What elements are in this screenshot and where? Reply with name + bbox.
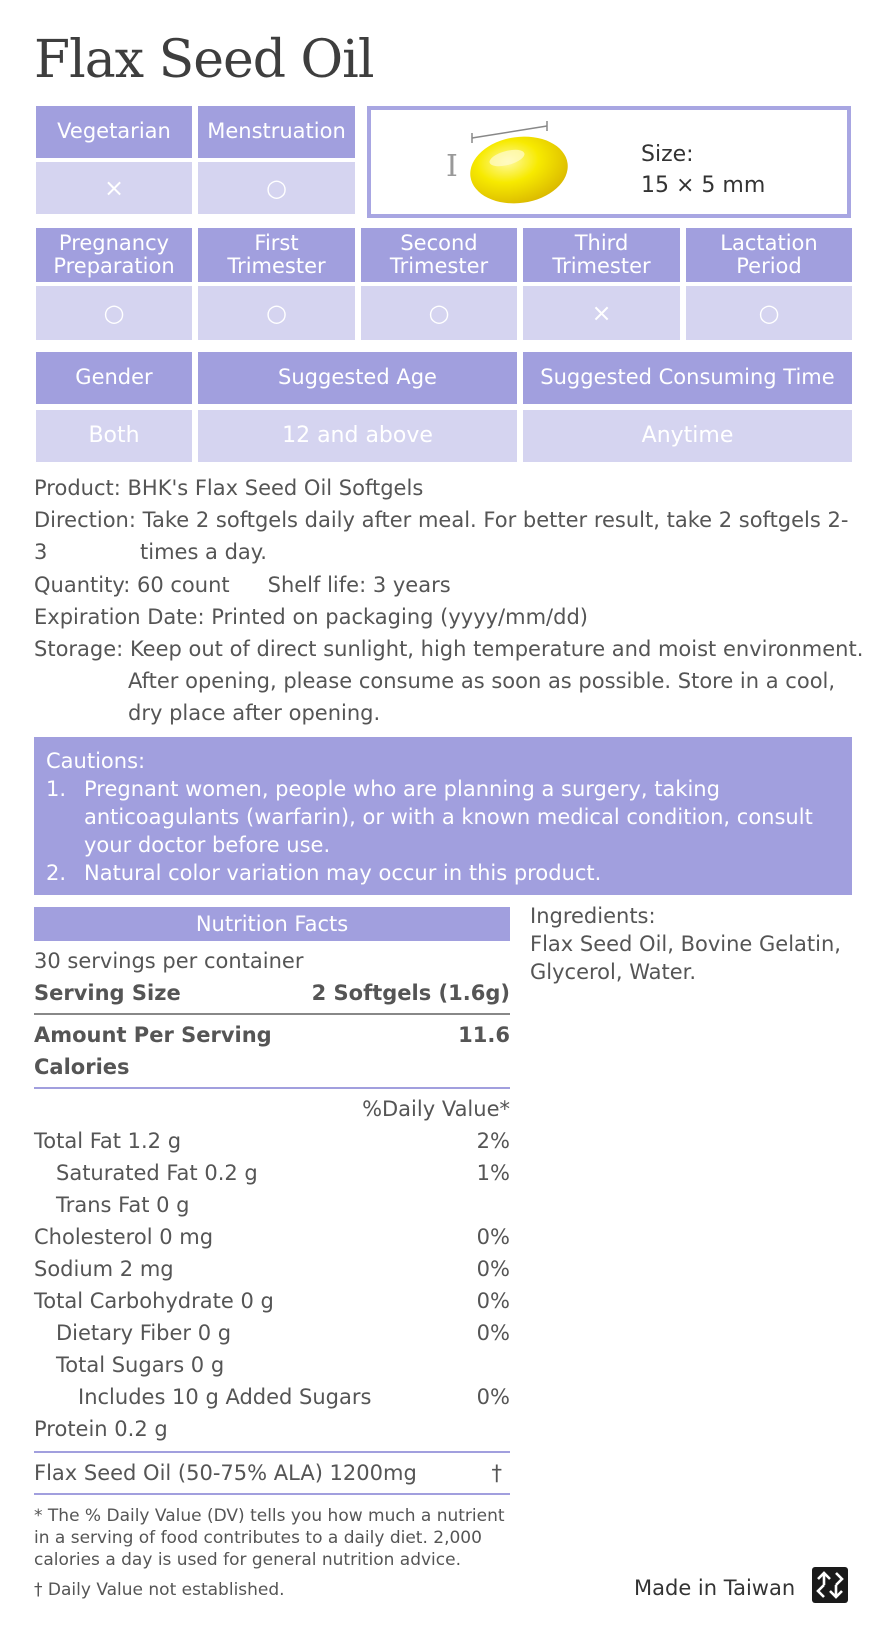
flax-seed-oil-row [34, 1453, 510, 1493]
header-first-trimester: First Trimester [198, 228, 355, 282]
value-third-trimester: × [523, 286, 680, 340]
product-label: Product: [34, 476, 121, 500]
amount-per-serving-label: Amount Per Serving [34, 1023, 272, 1047]
daily-value-header: %Daily Value* [362, 1097, 510, 1121]
amount-per-serving-row [34, 1019, 510, 1051]
quantity: Quantity: 60 count [34, 573, 230, 597]
nutrition-facts-header: Nutrition Facts [34, 907, 510, 941]
nutrient-row: Saturated Fat 0.2 g 1% [56, 1161, 510, 1185]
value-second-trimester: ○ [361, 286, 517, 340]
header-gender: Gender [36, 352, 192, 404]
shelf-life: Shelf life: 3 years [267, 573, 451, 597]
cautions-title: Cautions: [46, 749, 146, 773]
divider [34, 1493, 510, 1495]
header-menstruation: Menstruation [198, 106, 355, 158]
serving-size-row [34, 977, 510, 1013]
nutrient-row: Trans Fat 0 g [56, 1193, 190, 1217]
dv-footnote: * The % Daily Value (DV) tells you how much a nutrient in a serving of food contributes to a daily diet. 2,000 calories a day is used for general nutrition advice. [34, 1506, 505, 1570]
page-title: Flax Seed Oil [34, 30, 374, 90]
caution-number: 1. [46, 777, 67, 801]
divider [34, 1087, 510, 1089]
product-line [34, 472, 423, 504]
quantity-line [34, 569, 451, 601]
direction-line-2: times a day. [140, 540, 267, 564]
header-third-trimester: Third Trimester [523, 228, 680, 282]
softgel-image [431, 110, 631, 214]
flax-seed-oil-dv: † [491, 1461, 502, 1485]
ingredients-label: Ingredients: [530, 904, 656, 928]
value-menstruation: ○ [198, 162, 355, 214]
nutrient-row: Total Sugars 0 g [56, 1353, 225, 1377]
nutrient-row: Sodium 2 mg 0% [34, 1257, 510, 1281]
value-vegetarian: × [36, 162, 192, 214]
softgel-size-box [367, 106, 851, 218]
cautions-box [34, 737, 852, 895]
header-suggested-age: Suggested Age [198, 352, 517, 404]
nutrient-row: Total Fat 1.2 g 2% [34, 1129, 510, 1153]
dagger-footnote: † Daily Value not established. [34, 1580, 285, 1600]
ingredients-text: Flax Seed Oil, Bovine Gelatin, Glycerol, Water. [530, 932, 841, 984]
calories-label: Calories [34, 1055, 130, 1079]
expiration-line: Expiration Date: Printed on packaging (yyyy/mm/dd) [34, 605, 588, 629]
header-vegetarian: Vegetarian [36, 106, 192, 158]
size-label: Size: [641, 142, 694, 167]
header-pregnancy-preparation: Pregnancy Preparation [36, 228, 192, 282]
caution-text: Natural color variation may occur in this product. [84, 861, 602, 885]
storage-line [34, 633, 864, 665]
servings-per-container: 30 servings per container [34, 949, 304, 973]
dv-header-row [34, 1093, 510, 1125]
direction-text-1: Take 2 softgels daily after meal. For better result, take 2 softgels 2-3 [34, 508, 849, 564]
value-suggested-age: 12 and above [198, 410, 517, 462]
caution-number: 2. [46, 861, 67, 885]
nutrition-facts-panel [34, 907, 510, 1601]
caution-text: Pregnant women, people who are planning a surgery, taking anticoagulants (warfarin), or with a known medical condition, consult your doctor before use. [84, 777, 813, 857]
value-pregnancy-preparation: ○ [36, 286, 192, 340]
caution-item [46, 775, 840, 859]
value-first-trimester: ○ [198, 286, 355, 340]
made-in-taiwan: Made in Taiwan [634, 1576, 796, 1600]
ingredients [530, 902, 850, 986]
caution-item [46, 859, 840, 887]
size-text [641, 140, 765, 202]
recycle-icon [810, 1565, 850, 1605]
serving-size-label: Serving Size [34, 981, 181, 1005]
calories-row [34, 1051, 510, 1087]
header-suggested-consuming-time: Suggested Consuming Time [523, 352, 852, 404]
servings-row [34, 945, 510, 977]
header-lactation-period: Lactation Period [686, 228, 852, 282]
storage-line-3: dry place after opening. [128, 701, 381, 725]
storage-label: Storage: [34, 637, 124, 661]
value-lactation-period: ○ [686, 286, 852, 340]
size-marker: I [446, 149, 458, 184]
storage-text-1: Keep out of direct sunlight, high temperature and moist environment. [129, 637, 864, 661]
flax-seed-oil-amount: Flax Seed Oil (50-75% ALA) 1200mg [34, 1461, 417, 1485]
nutrient-row: Dietary Fiber 0 g 0% [56, 1321, 510, 1345]
storage-line-2: After opening, please consume as soon as possible. Store in a cool, [128, 669, 836, 693]
direction-label: Direction: [34, 508, 136, 532]
serving-size-value: 2 Softgels (1.6g) [311, 981, 510, 1005]
nutrient-row: Total Carbohydrate 0 g 0% [34, 1289, 510, 1313]
product-value: BHK's Flax Seed Oil Softgels [127, 476, 424, 500]
value-suggested-consuming-time: Anytime [523, 410, 852, 462]
header-second-trimester: Second Trimester [361, 228, 517, 282]
nutrient-row: Includes 10 g Added Sugars 0% [78, 1385, 510, 1409]
value-gender: Both [36, 410, 192, 462]
size-value: 15 × 5 mm [641, 172, 766, 198]
calories-value: 11.6 [458, 1023, 510, 1047]
nutrient-row: Cholesterol 0 mg 0% [34, 1225, 510, 1249]
nutrient-row: Protein 0.2 g [34, 1417, 168, 1441]
